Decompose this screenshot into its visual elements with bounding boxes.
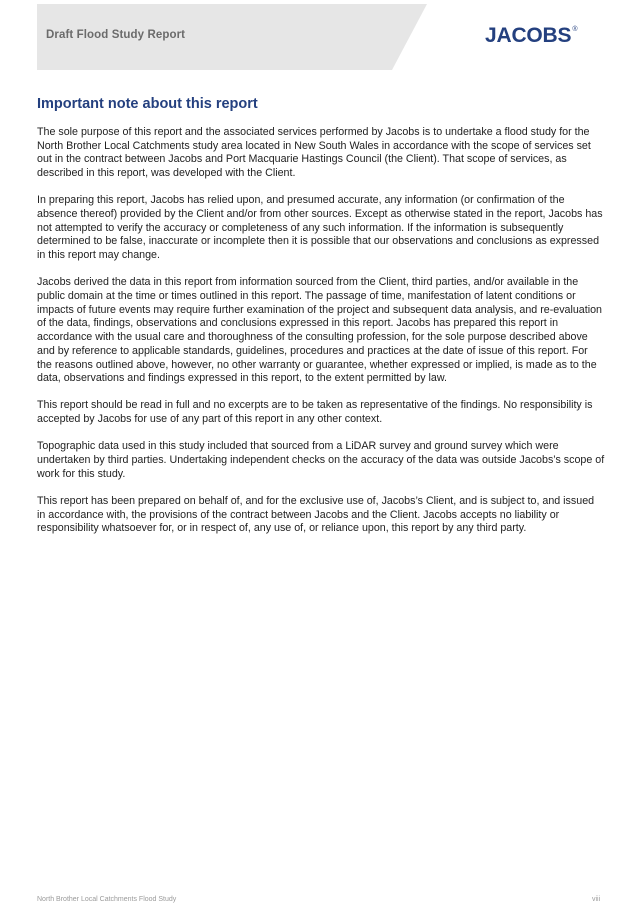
footer-document-title: North Brother Local Catchments Flood Study bbox=[37, 896, 177, 903]
paragraph: Jacobs derived the data in this report from information sourced from the Client, third parties, and/or available in the public domain at the time or times outlined in this report. The passage of time, manifestation of latent conditions or impacts of future events may require further examination of the project and subsequent data analysis, and re-evaluation of the data, findings, observations and conclusions expressed in this report. Jacobs has prepared this report in accordance with the usual care and thoroughness of the consulting profession, for the sole purpose described above and by reference to applicable standards, guidelines, procedures and practices at the date of issue of this report. For the reasons outlined above, however, no other warranty or guarantee, whether expressed or implied, is made as to the data, observations and findings expressed in this report, to the extent permitted by law. bbox=[37, 276, 602, 385]
header-band bbox=[37, 4, 427, 70]
jacobs-logo bbox=[485, 24, 577, 50]
paragraph: Topographic data used in this study included that sourced from a LiDAR survey and ground survey which were undertaken by third parties. Undertaking independent checks on the accuracy of the data was outside Jacobs’s scope of work for this study. bbox=[37, 440, 605, 480]
registered-mark: ® bbox=[572, 26, 578, 33]
paragraph: In preparing this report, Jacobs has relied upon, and presumed accurate, any information (or confirmation of the absence thereof) provided by the Client and/or from other sources. Except as otherwise stated in the report, Jacobs has not attempted to verify the accuracy or completeness of any such information. If the information is subsequently determined to be false, inaccurate or incomplete then it is possible that our observations and conclusions as expressed in this report may change. bbox=[37, 194, 603, 262]
footer-page-number: viii bbox=[592, 896, 601, 903]
paragraph: This report has been prepared on behalf of, and for the exclusive use of, Jacobs’s Client, and is subject to, and issued in accordance with, the provisions of the contract between Jacobs and the Client. Jacobs accepts no liability or responsibility whatsoever for, or in respect of, any use of, or reliance upon, this report by any third party. bbox=[37, 494, 595, 535]
paragraph: This report should be read in full and no excerpts are to be taken as representative of the findings. No responsibility is accepted by Jacobs for use of any part of this report in any other context. bbox=[37, 399, 593, 426]
logo-text: JACOBS bbox=[485, 24, 572, 47]
report-title: Draft Flood Study Report bbox=[46, 29, 186, 41]
paragraph: The sole purpose of this report and the associated services performed by Jacobs is to undertake a flood study for the North Brother Local Catchments study area located in New South Wales in accordance with the scope of services set out in the contract between Jacobs and Port Macquarie Hastings Council (the Client). That scope of services, as described in this report, was developed with the Client. bbox=[37, 126, 591, 180]
report-body bbox=[37, 126, 605, 550]
section-heading: Important note about this report bbox=[37, 96, 258, 112]
